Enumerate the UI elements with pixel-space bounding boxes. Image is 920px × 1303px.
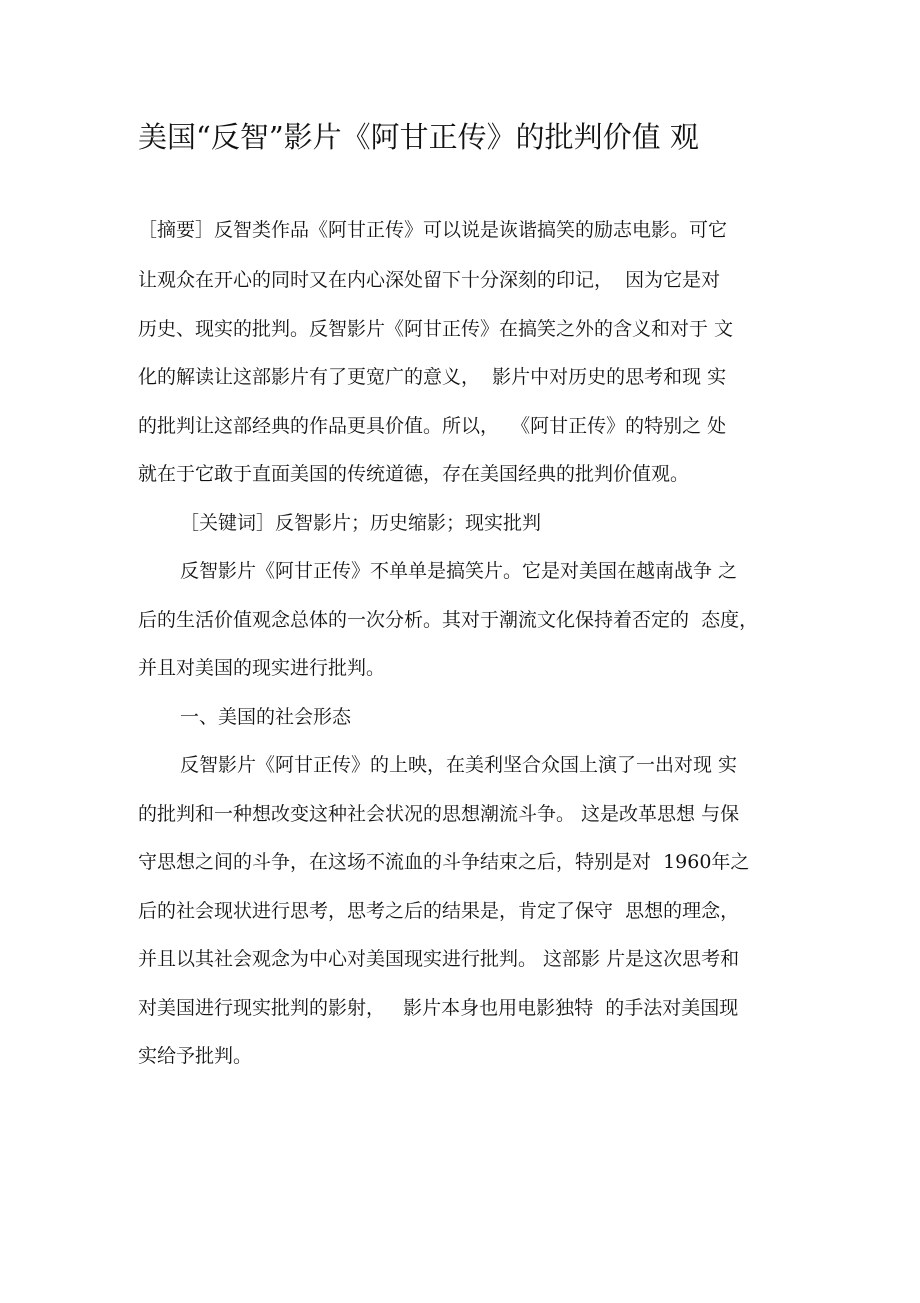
document-title: 美国“反智”影片《阿甘正传》的批判价值 观 (138, 120, 699, 154)
body-line: 对美国进行现实批判的影射， 影片本身也用电影独特 的手法对美国现 (138, 997, 739, 1019)
body-line: 后的社会现状进行思考，思考之后的结果是，肯定了保守 思想的理念， (138, 900, 740, 922)
abstract-line: 就在于它敢于直面美国的传统道德，存在美国经典的批判价值观。 (138, 463, 690, 485)
body-line: 反智影片《阿甘正传》的上映，在美利坚合众国上演了一出对现 实 (180, 754, 738, 776)
abstract-line: 历史、现实的批判。反智影片《阿甘正传》在搞笑之外的含义和对于 文 (138, 318, 734, 340)
body-line: 守思想之间的斗争，在这场不流血的斗争结束之后，特别是对 1960年之 (138, 851, 750, 873)
abstract-line: 化的解读让这部影片有了更宽广的意义， 影片中对历史的思考和现 实 (138, 366, 727, 388)
body-line: 反智影片《阿甘正传》不单单是搞笑片。它是对美国在越南战争 之 (180, 560, 738, 582)
body-line: 的批判和一种想改变这种社会状况的思想潮流斗争。 这是改革思想 与保 (138, 803, 740, 825)
keywords: ［关键词］反智影片；历史缩影；现实批判 (180, 512, 542, 534)
section-heading: 一、美国的社会形态 (180, 706, 352, 728)
body-line: 并且对美国的现实进行批判。 (138, 657, 386, 679)
body-line: 并且以其社会观念为中心对美国现实进行批判。 这部影 片是这次思考和 (138, 948, 740, 970)
abstract-line: 的批判让这部经典的作品更具价值。所以， 《阿甘正传》的特别之 处 (138, 415, 727, 437)
abstract-line: ［摘要］反智类作品《阿甘正传》可以说是诙谐搞笑的励志电影。可它 (138, 219, 728, 241)
body-line: 后的生活价值观念总体的一次分析。其对于潮流文化保持着否定的 态度， (138, 609, 759, 631)
abstract-line: 让观众在开心的同时又在内心深处留下十分深刻的印记， 因为它是对 (138, 269, 721, 291)
body-line: 实给予批判。 (138, 1045, 253, 1067)
